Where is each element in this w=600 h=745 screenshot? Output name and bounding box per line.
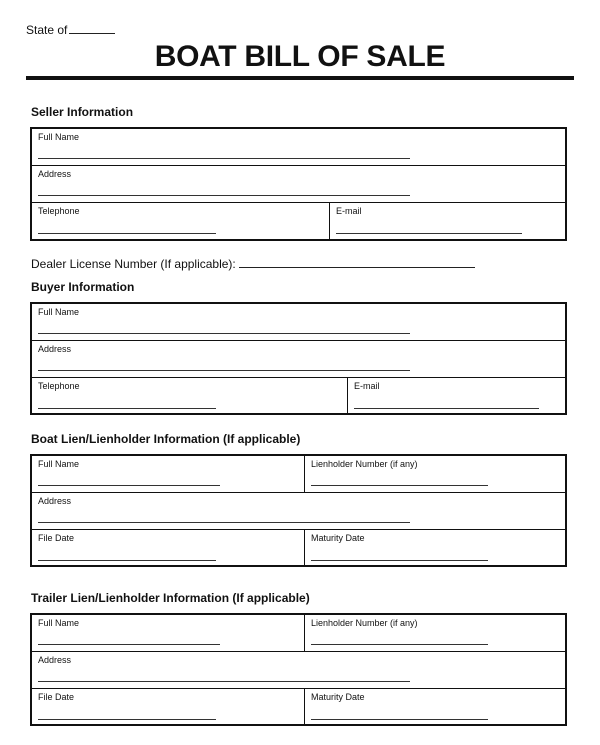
trailer-lien-address-label: Address (38, 655, 72, 665)
buyer-email-label: E-mail (354, 381, 380, 391)
buyer-email-cell (347, 378, 565, 415)
trailer-lien-number-field[interactable] (311, 644, 488, 645)
buyer-email-field[interactable] (354, 408, 539, 409)
boat-lien-file-date-cell (32, 530, 304, 567)
seller-telephone-label: Telephone (38, 206, 80, 216)
trailer-lien-number-label: Lienholder Number (if any) (311, 618, 418, 628)
boat-lien-form (30, 454, 567, 567)
boat-lien-number-cell (304, 456, 565, 492)
boat-lien-full-name-label: Full Name (38, 459, 80, 469)
boat-lien-file-date-field[interactable] (38, 560, 216, 561)
boat-lien-maturity-date-field[interactable] (311, 560, 488, 561)
trailer-lien-heading: Trailer Lien/Lienholder Information (If applicable) (31, 591, 310, 605)
buyer-form (30, 302, 567, 415)
trailer-lien-maturity-date-cell (304, 689, 565, 726)
seller-telephone-cell (32, 203, 329, 240)
seller-email-field[interactable] (336, 233, 522, 234)
title-divider (26, 76, 574, 80)
trailer-lien-file-date-cell (32, 689, 304, 726)
buyer-address-cell (32, 341, 565, 377)
buyer-heading: Buyer Information (31, 280, 135, 294)
seller-address-field[interactable] (38, 195, 410, 196)
buyer-full-name-field[interactable] (38, 333, 410, 334)
seller-address-cell (32, 166, 565, 202)
trailer-lien-file-date-field[interactable] (38, 719, 216, 720)
trailer-lien-address-cell (32, 652, 565, 688)
buyer-telephone-label: Telephone (38, 381, 80, 391)
seller-full-name-label: Full Name (38, 132, 80, 142)
seller-full-name-field[interactable] (38, 158, 410, 159)
seller-full-name-cell (32, 129, 565, 165)
seller-heading: Seller Information (31, 105, 134, 119)
boat-lien-address-label: Address (38, 496, 72, 506)
buyer-address-label: Address (38, 344, 72, 354)
page-title: BOAT BILL OF SALE (154, 40, 446, 73)
buyer-full-name-cell (32, 304, 565, 340)
trailer-lien-full-name-field[interactable] (38, 644, 220, 645)
trailer-lien-full-name-label: Full Name (38, 618, 80, 628)
buyer-address-field[interactable] (38, 370, 410, 371)
state-label: State of (26, 23, 68, 37)
boat-lien-address-field[interactable] (38, 522, 410, 523)
boat-lien-heading: Boat Lien/Lienholder Information (If applicable) (31, 432, 301, 446)
boat-lien-number-label: Lienholder Number (if any) (311, 459, 418, 469)
trailer-lien-full-name-cell (32, 615, 304, 651)
seller-email-label: E-mail (336, 206, 362, 216)
boat-lien-full-name-cell (32, 456, 304, 492)
buyer-telephone-field[interactable] (38, 408, 216, 409)
boat-lien-address-cell (32, 493, 565, 529)
buyer-telephone-cell (32, 378, 347, 415)
state-field[interactable] (69, 23, 115, 34)
boat-lien-file-date-label: File Date (38, 533, 75, 543)
trailer-lien-maturity-date-label: Maturity Date (311, 692, 365, 702)
state-line (26, 23, 115, 37)
seller-telephone-field[interactable] (38, 233, 216, 234)
trailer-lien-file-date-label: File Date (38, 692, 75, 702)
dealer-license-field[interactable] (239, 257, 475, 268)
dealer-license-label: Dealer License Number (If applicable): (31, 257, 236, 271)
boat-lien-maturity-date-label: Maturity Date (311, 533, 365, 543)
seller-email-cell (329, 203, 565, 240)
trailer-lien-number-cell (304, 615, 565, 651)
dealer-license-line (31, 257, 475, 271)
boat-lien-full-name-field[interactable] (38, 485, 220, 486)
trailer-lien-maturity-date-field[interactable] (311, 719, 488, 720)
boat-lien-maturity-date-cell (304, 530, 565, 567)
trailer-lien-address-field[interactable] (38, 681, 410, 682)
trailer-lien-form (30, 613, 567, 726)
seller-address-label: Address (38, 169, 72, 179)
boat-lien-number-field[interactable] (311, 485, 488, 486)
seller-form (30, 127, 567, 241)
buyer-full-name-label: Full Name (38, 307, 80, 317)
